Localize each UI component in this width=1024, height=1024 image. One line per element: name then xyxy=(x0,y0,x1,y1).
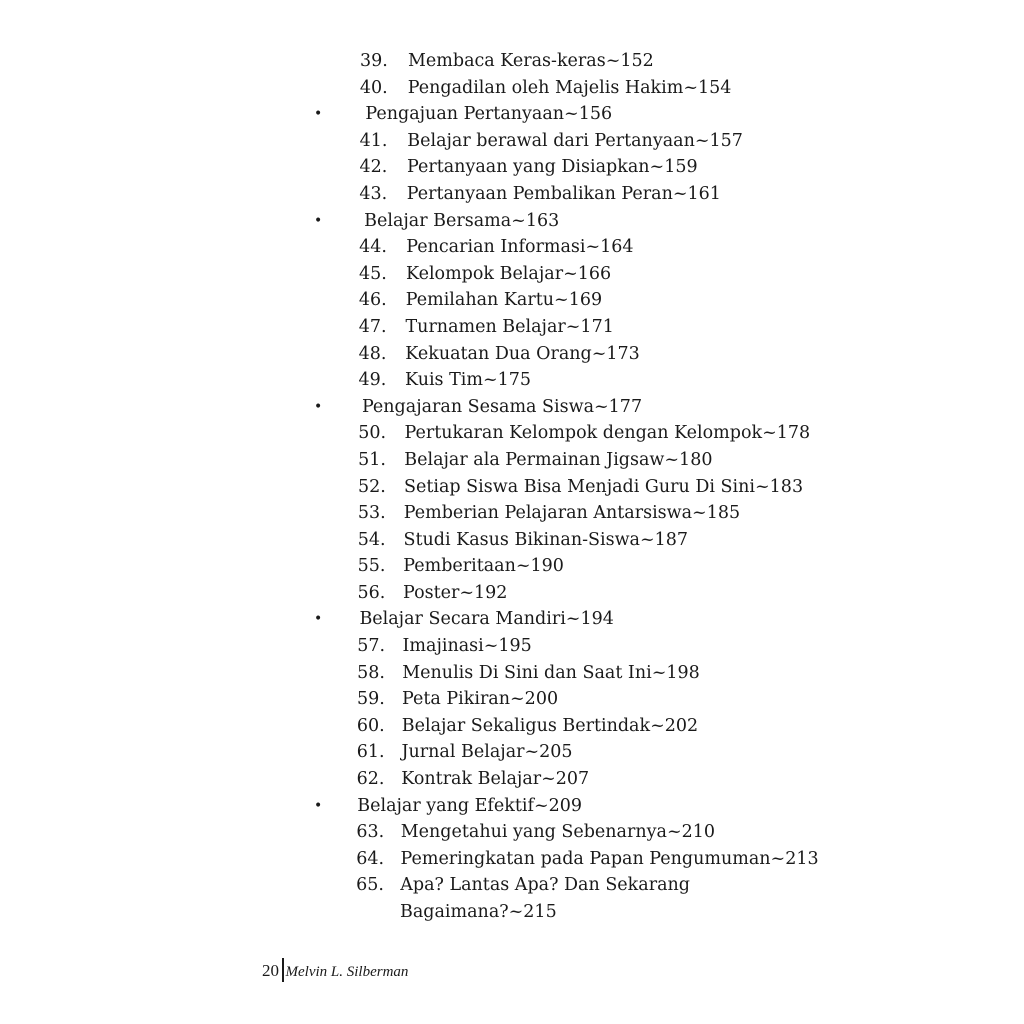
toc-item-number: 53. xyxy=(357,503,386,524)
toc-item xyxy=(0,553,1024,580)
toc-item-title: Apa? Lantas Apa? Dan Sekarang xyxy=(400,875,690,896)
toc-section-title: Pengajuan Pertanyaan~156 xyxy=(365,104,613,125)
toc-item-number: 48. xyxy=(358,343,387,364)
toc-item xyxy=(0,527,1024,554)
toc-item xyxy=(0,181,1024,208)
toc-item xyxy=(0,128,1024,155)
toc-section xyxy=(0,394,1024,421)
toc-item-title: Pemberian Pelajaran Antarsiswa~185 xyxy=(403,503,741,524)
toc-item-number: 64. xyxy=(356,848,385,869)
toc-item-continuation xyxy=(0,899,1024,926)
toc-item-number: 49. xyxy=(358,370,387,391)
toc-item-number: 63. xyxy=(356,822,385,843)
toc-item xyxy=(0,420,1024,447)
bullet-icon: • xyxy=(314,106,323,123)
toc-item-title: Kekuatan Dua Orang~173 xyxy=(405,343,640,364)
toc-item-number: 45. xyxy=(359,263,387,284)
toc-item-number: 52. xyxy=(358,476,386,497)
toc-item-number: 60. xyxy=(356,715,385,736)
toc-section-title: Belajar Bersama~163 xyxy=(364,210,560,231)
toc-item-number: 57. xyxy=(357,636,386,657)
toc-item-title: Turnamen Belajar~171 xyxy=(405,316,614,337)
toc-item xyxy=(0,261,1024,288)
toc-item-number: 41. xyxy=(359,130,388,151)
toc-item-title: Pemberitaan~190 xyxy=(403,556,564,577)
toc-item-number: 43. xyxy=(359,183,388,204)
toc-item-title: Studi Kasus Bikinan-Siswa~187 xyxy=(403,529,689,550)
toc-item-number: 44. xyxy=(359,237,387,258)
toc-item-title: Kontrak Belajar~207 xyxy=(401,769,590,790)
toc-item-number: 56. xyxy=(357,582,386,603)
toc-item-title: Imajinasi~195 xyxy=(402,636,532,657)
toc-item xyxy=(0,846,1024,873)
toc-item xyxy=(0,154,1024,181)
toc-item-number: 55. xyxy=(357,556,386,577)
toc-item-title: Belajar berawal dari Pertanyaan~157 xyxy=(407,130,743,151)
toc-section xyxy=(0,101,1024,128)
toc-item xyxy=(0,686,1024,713)
toc-item-title: Menulis Di Sini dan Saat Ini~198 xyxy=(402,662,700,683)
bullet-icon: • xyxy=(314,797,323,814)
toc-item xyxy=(0,872,1024,899)
toc-item-number: 40. xyxy=(359,77,388,98)
toc-section xyxy=(0,606,1024,633)
bullet-icon: • xyxy=(314,212,323,229)
toc-item-title: Belajar ala Permainan Jigsaw~180 xyxy=(404,449,713,470)
toc-section xyxy=(0,793,1024,820)
toc-item-title: Belajar Sekaligus Bertindak~202 xyxy=(401,715,699,736)
footer-divider xyxy=(282,958,284,982)
toc-item xyxy=(0,367,1024,394)
toc-item xyxy=(0,287,1024,314)
toc-item xyxy=(0,234,1024,261)
bullet-icon: • xyxy=(314,398,323,415)
toc-item xyxy=(0,739,1024,766)
toc-item xyxy=(0,500,1024,527)
table-of-contents xyxy=(0,48,1024,926)
toc-item-number: 58. xyxy=(357,662,385,683)
toc-item-number: 61. xyxy=(356,742,385,763)
toc-item-title: Pemilahan Kartu~169 xyxy=(405,290,603,311)
toc-item-number: 59. xyxy=(357,689,385,710)
bullet-icon: • xyxy=(314,611,323,628)
toc-item xyxy=(0,48,1024,75)
toc-item-number: 42. xyxy=(359,157,388,178)
toc-item xyxy=(0,580,1024,607)
toc-section-title: Pengajaran Sesama Siswa~177 xyxy=(361,396,643,417)
toc-item-title: Membaca Keras-keras~152 xyxy=(408,51,654,71)
toc-item-title: Pertanyaan yang Disiapkan~159 xyxy=(407,157,698,178)
toc-item-title: Poster~192 xyxy=(403,582,508,603)
toc-item xyxy=(0,341,1024,368)
toc-item-number: 46. xyxy=(358,290,387,311)
page-footer xyxy=(262,958,408,984)
toc-item-number: 39. xyxy=(360,51,388,71)
toc-section-title: Belajar yang Efektif~209 xyxy=(357,795,583,816)
toc-item-number: 51. xyxy=(358,449,386,470)
toc-item-number: 65. xyxy=(356,875,384,896)
toc-item-number: 62. xyxy=(356,769,385,790)
toc-item-title: Pencarian Informasi~164 xyxy=(406,237,634,258)
author-name: Melvin L. Silberman xyxy=(285,964,409,980)
toc-item xyxy=(0,633,1024,660)
toc-item-title-continued: Bagaimana?~215 xyxy=(400,902,557,922)
toc-item xyxy=(0,75,1024,102)
toc-item xyxy=(0,474,1024,501)
toc-item xyxy=(0,713,1024,740)
toc-item-title: Kuis Tim~175 xyxy=(405,370,532,391)
toc-item-number: 47. xyxy=(358,316,387,337)
toc-item-title: Peta Pikiran~200 xyxy=(402,689,559,710)
toc-item xyxy=(0,314,1024,341)
page-number: 20 xyxy=(262,961,279,980)
toc-item-title: Jurnal Belajar~205 xyxy=(401,742,573,763)
toc-item-title: Setiap Siswa Bisa Menjadi Guru Di Sini~183 xyxy=(404,476,804,497)
toc-item-title: Kelompok Belajar~166 xyxy=(406,263,612,284)
toc-item xyxy=(0,766,1024,793)
toc-item xyxy=(0,447,1024,474)
toc-section xyxy=(0,208,1024,235)
toc-item-title: Pemeringkatan pada Papan Pengumuman~213 xyxy=(400,848,819,869)
toc-item xyxy=(0,660,1024,687)
toc-item xyxy=(0,819,1024,846)
toc-item-title: Pertukaran Kelompok dengan Kelompok~178 xyxy=(404,423,811,444)
toc-section-title: Belajar Secara Mandiri~194 xyxy=(359,609,614,630)
toc-item-title: Pengadilan oleh Majelis Hakim~154 xyxy=(407,77,732,98)
toc-item-title: Mengetahui yang Sebenarnya~210 xyxy=(400,822,716,843)
toc-item-number: 54. xyxy=(357,529,386,550)
toc-item-number: 50. xyxy=(358,423,387,444)
toc-item-title: Pertanyaan Pembalikan Peran~161 xyxy=(406,183,721,204)
